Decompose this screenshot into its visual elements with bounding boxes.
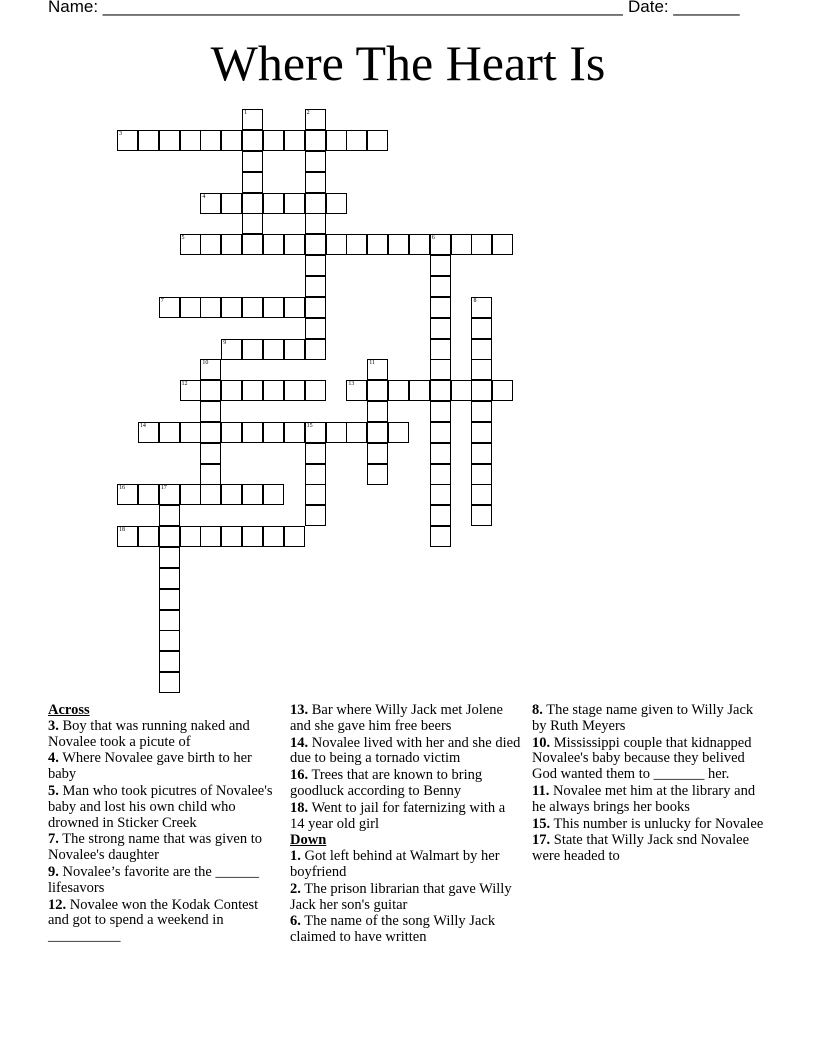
grid-cell[interactable] [117, 130, 138, 151]
clue-item [532, 736, 764, 783]
grid-cell[interactable] [471, 401, 492, 422]
grid-cell[interactable] [430, 339, 451, 360]
grid-cell[interactable] [326, 234, 347, 255]
clue-text: State that Willy Jack snd Novalee were headed to [532, 832, 750, 865]
grid-cell[interactable] [305, 464, 326, 485]
grid-cell[interactable] [117, 526, 138, 547]
grid-cell[interactable] [367, 422, 388, 443]
clue-text: Got left behind at Walmart by her boyfriend [290, 848, 500, 880]
grid-cell[interactable] [284, 526, 305, 547]
grid-cell[interactable] [200, 484, 221, 505]
grid-cell[interactable] [430, 297, 451, 318]
clue-item [48, 865, 280, 897]
clue-number: 10 [202, 360, 209, 367]
grid-cell[interactable] [388, 422, 409, 443]
clue-number: 15 [306, 422, 313, 429]
grid-cell[interactable] [326, 130, 347, 151]
grid-cell[interactable] [284, 234, 305, 255]
grid-cell[interactable] [305, 443, 326, 464]
grid-cell[interactable] [242, 109, 263, 130]
grid-cell[interactable] [159, 630, 180, 651]
clue-text: The prison librarian that gave Willy Jack her son's guitar [290, 880, 512, 913]
clue-item [290, 736, 522, 768]
grid-cell[interactable] [159, 422, 180, 443]
grid-cell[interactable] [409, 380, 430, 401]
clue-column-2 [290, 703, 522, 947]
grid-cell[interactable] [159, 297, 180, 318]
clue-text: The strong name that was given to Novalee's daughter [48, 831, 262, 864]
grid-cell[interactable] [159, 651, 180, 672]
grid-cell[interactable] [471, 318, 492, 339]
clue-item [290, 849, 522, 881]
grid-cell[interactable] [200, 443, 221, 464]
clue-number-label: 10. [532, 734, 551, 751]
grid-cell[interactable] [326, 422, 347, 443]
clue-number-label: 2. [290, 880, 301, 897]
clue-item [48, 898, 280, 945]
grid-cell[interactable] [200, 297, 221, 318]
grid-cell[interactable] [221, 422, 242, 443]
grid-cell[interactable] [242, 297, 263, 318]
grid-cell[interactable] [242, 213, 263, 234]
clue-number: 18 [119, 527, 125, 534]
clue-number-label: 1. [290, 848, 301, 865]
grid-cell[interactable] [305, 505, 326, 526]
clue-text: Novalee’s favorite are the ______ lifesavors [48, 863, 259, 896]
clue-item [532, 817, 764, 833]
grid-cell[interactable] [284, 380, 305, 401]
grid-cell[interactable] [159, 484, 180, 505]
grid-cell[interactable] [326, 193, 347, 214]
clue-text: Bar where Willy Jack met Jolene and she gave him free beers [290, 702, 503, 734]
grid-cell[interactable] [159, 547, 180, 568]
grid-cell[interactable] [263, 380, 284, 401]
clue-number: 2 [306, 110, 310, 117]
grid-cell[interactable] [367, 380, 388, 401]
clue-number: 1 [244, 110, 248, 117]
grid-cell[interactable] [138, 422, 159, 443]
grid-cell[interactable] [492, 234, 513, 255]
grid-cell[interactable] [180, 130, 201, 151]
grid-cell[interactable] [305, 234, 326, 255]
puzzle-title: Where The Heart Is [210, 35, 606, 91]
grid-cell[interactable] [242, 339, 263, 360]
grid-cell[interactable] [200, 193, 221, 214]
grid-cell[interactable] [471, 234, 492, 255]
grid-cell[interactable] [263, 193, 284, 214]
grid-cell[interactable] [430, 526, 451, 547]
grid-cell[interactable] [117, 484, 138, 505]
grid-cell[interactable] [346, 380, 367, 401]
clue-column-1 [48, 703, 280, 946]
clue-number-label: 17. [532, 832, 551, 849]
grid-cell[interactable] [200, 234, 221, 255]
grid-cell[interactable] [346, 130, 367, 151]
name-field[interactable]: Name: _______________________________________________________ [48, 0, 623, 16]
grid-cell[interactable] [430, 422, 451, 443]
clue-item [532, 703, 764, 735]
grid-cell[interactable] [159, 589, 180, 610]
grid-cell[interactable] [284, 193, 305, 214]
grid-cell[interactable] [242, 151, 263, 172]
clue-number: 5 [181, 235, 185, 242]
grid-cell[interactable] [180, 297, 201, 318]
clue-text: Trees that are known to bring goodluck according to Benny [290, 767, 483, 799]
grid-cell[interactable] [388, 380, 409, 401]
grid-cell[interactable] [159, 130, 180, 151]
clue-number-label: 12. [48, 896, 67, 913]
clue-text: Went to jail for faternizing with a 14 year old girl [290, 799, 506, 832]
grid-cell[interactable] [367, 443, 388, 464]
grid-cell[interactable] [367, 359, 388, 380]
grid-cell[interactable] [430, 443, 451, 464]
clue-number: 17 [160, 485, 167, 492]
grid-cell[interactable] [305, 422, 326, 443]
grid-cell[interactable] [221, 193, 242, 214]
grid-cell[interactable] [159, 672, 180, 693]
grid-cell[interactable] [221, 526, 242, 547]
grid-cell[interactable] [430, 318, 451, 339]
grid-cell[interactable] [263, 526, 284, 547]
grid-cell[interactable] [430, 484, 451, 505]
clue-item [290, 703, 522, 735]
clue-number: 3 [119, 131, 122, 137]
grid-cell[interactable] [430, 380, 451, 401]
grid-cell[interactable] [471, 443, 492, 464]
grid-cell[interactable] [159, 568, 180, 589]
clue-text: This number is unlucky for Novalee [553, 815, 764, 832]
clue-text: Novalee won the Kodak Contest and got to spend a weekend in __________ [48, 896, 259, 945]
grid-cell[interactable] [180, 526, 201, 547]
clue-column-3 [532, 703, 764, 866]
grid-cell[interactable] [305, 109, 326, 130]
clue-item [532, 833, 764, 865]
clue-item [48, 751, 280, 783]
clue-number-label: 8. [532, 702, 543, 718]
grid-cell[interactable] [200, 401, 221, 422]
grid-cell[interactable] [200, 130, 221, 151]
clue-number-label: 3. [48, 717, 59, 734]
grid-cell[interactable] [180, 234, 201, 255]
clue-text: Where Novalee gave birth to her baby [48, 750, 252, 783]
grid-cell[interactable] [367, 401, 388, 422]
grid-cell[interactable] [180, 422, 201, 443]
grid-cell[interactable] [242, 172, 263, 193]
clue-text: Novalee met him at the library and he always brings her books [532, 782, 756, 815]
grid-cell[interactable] [180, 484, 201, 505]
grid-cell[interactable] [492, 380, 513, 401]
clue-text: Man who took picutres of Novalee's baby and lost his own child who drowned in Sticker Creek [48, 782, 273, 831]
clue-number-label: 5. [48, 782, 59, 799]
grid-cell[interactable] [409, 234, 430, 255]
clue-item [290, 801, 522, 833]
grid-cell[interactable] [471, 484, 492, 505]
clue-number: 14 [139, 422, 146, 429]
grid-cell[interactable] [305, 172, 326, 193]
clue-number: 12 [181, 381, 188, 388]
grid-cell[interactable] [221, 234, 242, 255]
grid-cell[interactable] [242, 526, 263, 547]
grid-cell[interactable] [200, 422, 221, 443]
clue-number: 11 [369, 360, 375, 367]
grid-cell[interactable] [305, 213, 326, 234]
clue-number-label: 16. [290, 767, 309, 784]
grid-cell[interactable] [263, 339, 284, 360]
grid-cell[interactable] [138, 484, 159, 505]
clue-item [532, 784, 764, 816]
clue-number-label: 18. [290, 799, 309, 816]
clue-number-label: 4. [48, 750, 59, 767]
grid-cell[interactable] [200, 526, 221, 547]
grid-cell[interactable] [180, 380, 201, 401]
grid-cell[interactable] [263, 130, 284, 151]
grid-cell[interactable] [284, 130, 305, 151]
down-heading: Down [290, 832, 327, 849]
grid-cell[interactable] [138, 130, 159, 151]
grid-cell[interactable] [367, 464, 388, 485]
grid-cell[interactable] [200, 464, 221, 485]
grid-cell[interactable] [471, 380, 492, 401]
grid-cell[interactable] [305, 297, 326, 318]
clue-item [290, 768, 522, 800]
clue-number: 6 [431, 235, 435, 242]
grid-cell[interactable] [430, 255, 451, 276]
grid-cell[interactable] [430, 276, 451, 297]
clue-text: The stage name given to Willy Jack by Ruth Meyers [532, 702, 754, 734]
clue-number-label: 7. [48, 831, 59, 848]
grid-cell[interactable] [263, 484, 284, 505]
clue-number-label: 14. [290, 734, 309, 751]
grid-cell[interactable] [305, 151, 326, 172]
grid-cell[interactable] [305, 276, 326, 297]
grid-cell[interactable] [221, 297, 242, 318]
clue-number-label: 9. [48, 863, 59, 880]
grid-cell[interactable] [200, 359, 221, 380]
grid-cell[interactable] [367, 234, 388, 255]
clue-item [48, 719, 280, 751]
clue-item [290, 914, 522, 946]
grid-cell[interactable] [471, 297, 492, 318]
date-field[interactable]: Date: _______ [628, 0, 740, 16]
clue-text: Boy that was running naked and Novalee took a picute of [48, 717, 250, 750]
clue-item [290, 882, 522, 914]
grid-cell[interactable] [367, 130, 388, 151]
grid-cell[interactable] [451, 234, 472, 255]
grid-cell[interactable] [430, 234, 451, 255]
grid-cell[interactable] [451, 380, 472, 401]
grid-cell[interactable] [346, 422, 367, 443]
grid-cell[interactable] [305, 318, 326, 339]
grid-cell[interactable] [159, 610, 180, 631]
grid-cell[interactable] [305, 380, 326, 401]
grid-cell[interactable] [159, 526, 180, 547]
grid-cell[interactable] [305, 339, 326, 360]
clue-number: 13 [348, 381, 355, 388]
grid-cell[interactable] [305, 130, 326, 151]
grid-cell[interactable] [471, 464, 492, 485]
clue-number: 16 [119, 485, 125, 492]
grid-cell[interactable] [221, 484, 242, 505]
grid-cell[interactable] [221, 380, 242, 401]
grid-cell[interactable] [159, 505, 180, 526]
grid-cell[interactable] [471, 505, 492, 526]
clue-number-label: 11. [532, 782, 550, 799]
clue-number: 4 [202, 193, 206, 200]
clue-item [48, 784, 280, 831]
grid-cell[interactable] [284, 422, 305, 443]
grid-cell[interactable] [138, 526, 159, 547]
grid-cell[interactable] [263, 422, 284, 443]
grid-cell[interactable] [305, 255, 326, 276]
grid-cell[interactable] [430, 464, 451, 485]
grid-cell[interactable] [284, 339, 305, 360]
grid-cell[interactable] [263, 297, 284, 318]
clue-number: 9 [223, 339, 227, 346]
grid-cell[interactable] [430, 359, 451, 380]
grid-cell[interactable] [200, 380, 221, 401]
grid-cell[interactable] [221, 130, 242, 151]
grid-cell[interactable] [305, 193, 326, 214]
grid-cell[interactable] [430, 505, 451, 526]
across-heading: Across [48, 702, 90, 718]
grid-cell[interactable] [242, 484, 263, 505]
clue-text: Mississippi couple that kidnapped Novalee's baby because they belived God wanted them to _______ her. [532, 734, 752, 783]
clue-number: 7 [160, 297, 164, 304]
grid-cell[interactable] [471, 339, 492, 360]
clue-number-label: 13. [290, 702, 309, 718]
grid-cell[interactable] [430, 401, 451, 422]
grid-cell[interactable] [346, 234, 367, 255]
grid-cell[interactable] [305, 484, 326, 505]
grid-cell[interactable] [471, 359, 492, 380]
grid-cell[interactable] [242, 234, 263, 255]
clue-number-label: 15. [532, 815, 551, 832]
grid-cell[interactable] [221, 339, 242, 360]
grid-cell[interactable] [471, 422, 492, 443]
clue-text: Novalee lived with her and she died due to being a tornado victim [290, 734, 521, 767]
grid-cell[interactable] [242, 422, 263, 443]
clue-number: 8 [473, 297, 477, 304]
grid-cell[interactable] [242, 193, 263, 214]
grid-cell[interactable] [388, 234, 409, 255]
clue-text: The name of the song Willy Jack claimed to have written [290, 913, 496, 946]
grid-cell[interactable] [242, 380, 263, 401]
grid-cell[interactable] [242, 130, 263, 151]
clue-number-label: 6. [290, 913, 301, 930]
grid-cell[interactable] [263, 234, 284, 255]
clue-item [48, 832, 280, 864]
grid-cell[interactable] [284, 297, 305, 318]
